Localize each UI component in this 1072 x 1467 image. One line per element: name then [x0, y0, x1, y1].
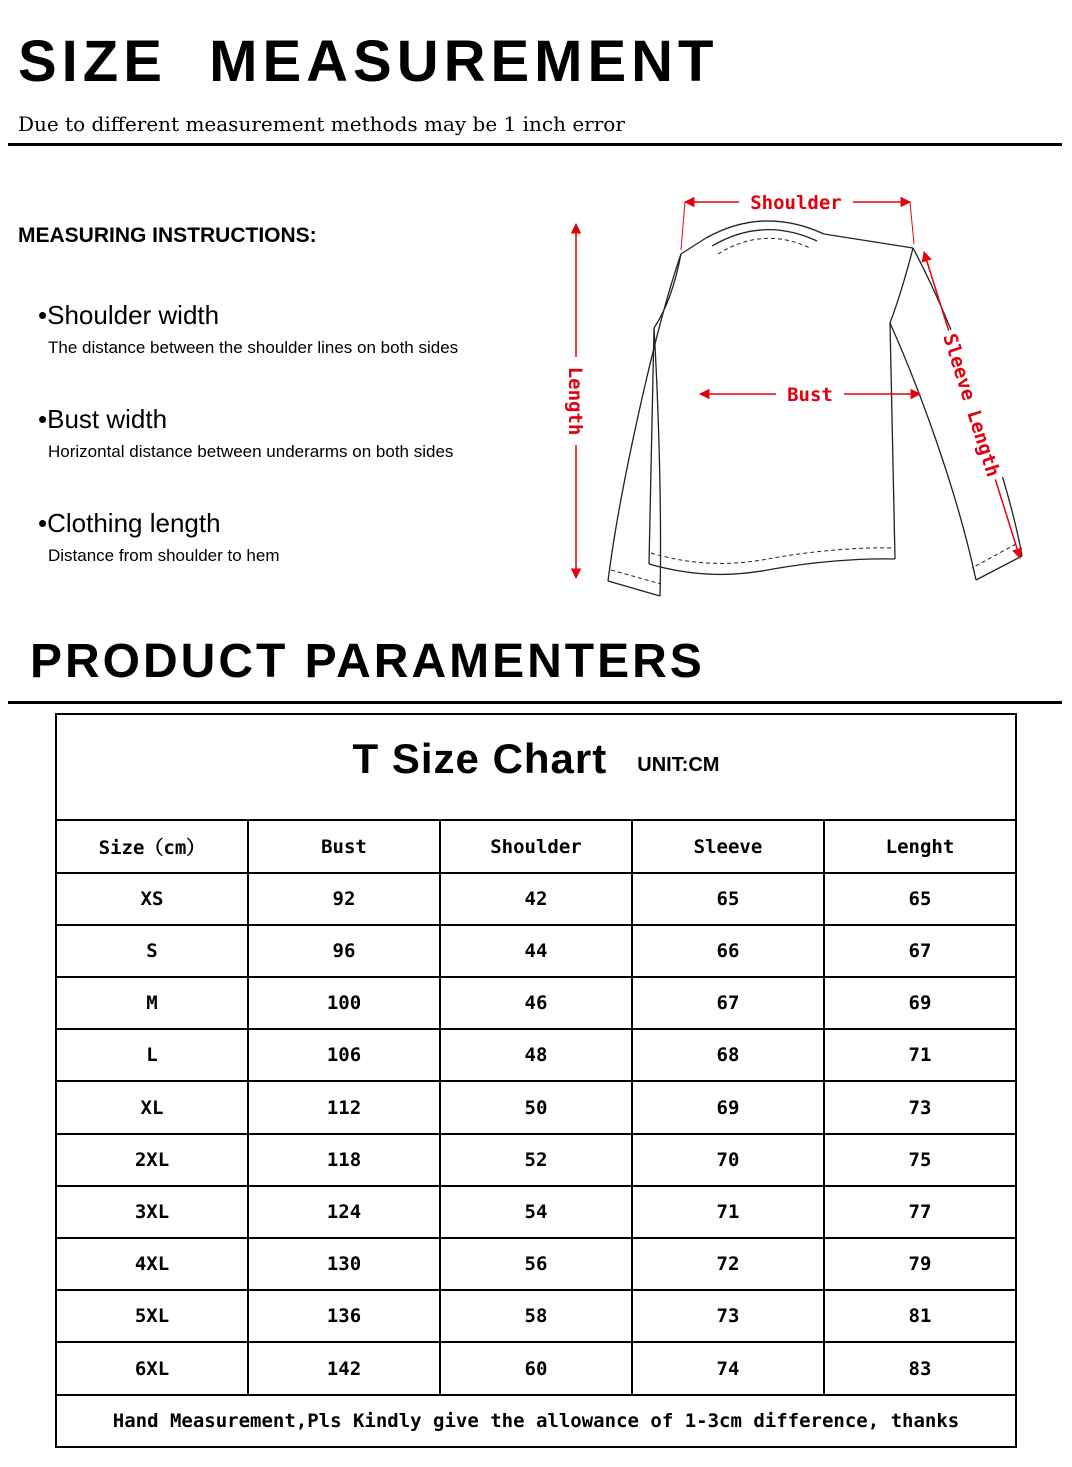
chart-title: T Size Chart	[352, 735, 608, 783]
table-row	[56, 1029, 1016, 1081]
size-cell: S	[56, 925, 248, 977]
length-cell: 81	[824, 1290, 1016, 1342]
instructions-heading: MEASURING INSTRUCTIONS:	[18, 224, 317, 247]
instruction-desc: The distance between the shoulder lines on both sides	[48, 338, 459, 357]
bust-cell: 106	[248, 1029, 440, 1081]
bust-cell: 96	[248, 925, 440, 977]
divider-mid	[8, 701, 1062, 704]
table-row	[56, 1342, 1016, 1394]
table-row	[56, 977, 1016, 1029]
size-cell: M	[56, 977, 248, 1029]
page-title: SIZE MEASUREMENT	[18, 29, 719, 94]
table-row	[56, 873, 1016, 925]
shoulder-cell: 44	[440, 925, 632, 977]
bust-cell: 136	[248, 1290, 440, 1342]
page-subtitle: Due to different measurement methods may be 1 inch error	[18, 112, 625, 136]
instruction-term-label: Shoulder width	[47, 300, 220, 330]
instruction-desc: Horizontal distance between underarms on both sides	[48, 442, 454, 461]
instruction-term-label: Clothing length	[47, 508, 221, 538]
length-cell: 79	[824, 1238, 1016, 1290]
table-row	[56, 1290, 1016, 1342]
sleeve-cell: 67	[632, 977, 824, 1029]
shoulder-cell: 42	[440, 873, 632, 925]
instruction-term-label: Bust width	[47, 404, 168, 434]
bullet-icon: •	[38, 300, 48, 330]
bust-cell: 112	[248, 1081, 440, 1133]
size-cell: 5XL	[56, 1290, 248, 1342]
table-row	[56, 1134, 1016, 1186]
footnote-row	[56, 1395, 1016, 1447]
bullet-icon: •	[38, 404, 48, 434]
size-cell: 4XL	[56, 1238, 248, 1290]
length-cell: 75	[824, 1134, 1016, 1186]
instruction-term	[38, 404, 563, 435]
size-cell: 2XL	[56, 1134, 248, 1186]
bust-cell: 124	[248, 1186, 440, 1238]
col-header-bust: Bust	[248, 820, 440, 872]
size-cell: XL	[56, 1081, 248, 1133]
shoulder-cell: 56	[440, 1238, 632, 1290]
size-cell: 6XL	[56, 1342, 248, 1394]
instruction-desc: Distance from shoulder to hem	[48, 546, 280, 565]
length-cell: 67	[824, 925, 1016, 977]
instruction-item-shoulder	[18, 300, 563, 358]
bullet-icon: •	[38, 508, 48, 538]
measuring-instructions	[18, 224, 563, 612]
size-chart-table	[55, 713, 1017, 1448]
bust-cell: 118	[248, 1134, 440, 1186]
table-row	[56, 1081, 1016, 1133]
parameters-heading: PRODUCT PARAMENTERS	[30, 635, 705, 688]
size-cell: 3XL	[56, 1186, 248, 1238]
sleeve-cell: 74	[632, 1342, 824, 1394]
length-cell: 69	[824, 977, 1016, 1029]
length-cell: 77	[824, 1186, 1016, 1238]
sleeve-cell: 71	[632, 1186, 824, 1238]
col-header-shoulder: Shoulder	[440, 820, 632, 872]
shoulder-cell: 60	[440, 1342, 632, 1394]
measurement-annotations	[563, 189, 1020, 578]
chart-footnote: Hand Measurement,Pls Kindly give the allowance of 1-3cm difference, thanks	[56, 1395, 1016, 1447]
sleeve-cell: 65	[632, 873, 824, 925]
bust-cell: 142	[248, 1342, 440, 1394]
table-row	[56, 925, 1016, 977]
length-cell: 65	[824, 873, 1016, 925]
shoulder-cell: 50	[440, 1081, 632, 1133]
length-cell: 73	[824, 1081, 1016, 1133]
shoulder-cell: 52	[440, 1134, 632, 1186]
table-row	[56, 1186, 1016, 1238]
chart-title-row	[56, 714, 1016, 820]
col-header-sleeve: Sleeve	[632, 820, 824, 872]
sleeve-cell: 70	[632, 1134, 824, 1186]
bust-label: Bust	[787, 384, 833, 406]
instruction-term	[38, 508, 563, 539]
instruction-item-bust	[18, 404, 563, 462]
col-header-length: Lenght	[824, 820, 1016, 872]
header-row	[56, 820, 1016, 872]
instruction-item-length	[18, 508, 563, 566]
shoulder-cell: 54	[440, 1186, 632, 1238]
sleeve-cell: 73	[632, 1290, 824, 1342]
size-cell: L	[56, 1029, 248, 1081]
sleeve-cell: 72	[632, 1238, 824, 1290]
size-cell: XS	[56, 873, 248, 925]
col-header-size: Size（cm）	[56, 820, 248, 872]
sleeve-cell: 69	[632, 1081, 824, 1133]
chart-unit: UNIT:CM	[637, 754, 720, 777]
bust-cell: 100	[248, 977, 440, 1029]
bust-cell: 92	[248, 873, 440, 925]
sleeve-length-label: Sleeve Length	[938, 331, 1004, 480]
table-row	[56, 1238, 1016, 1290]
length-cell: 83	[824, 1342, 1016, 1394]
length-label: Length	[564, 366, 586, 436]
shoulder-label: Shoulder	[750, 192, 842, 214]
sleeve-cell: 66	[632, 925, 824, 977]
shoulder-cell: 48	[440, 1029, 632, 1081]
size-chart	[55, 713, 1017, 1448]
shoulder-cell: 46	[440, 977, 632, 1029]
instruction-term	[38, 300, 563, 331]
sleeve-cell: 68	[632, 1029, 824, 1081]
shirt-measurement-diagram	[558, 186, 1063, 628]
divider-top	[8, 143, 1062, 146]
shoulder-cell: 58	[440, 1290, 632, 1342]
bust-cell: 130	[248, 1238, 440, 1290]
length-cell: 71	[824, 1029, 1016, 1081]
